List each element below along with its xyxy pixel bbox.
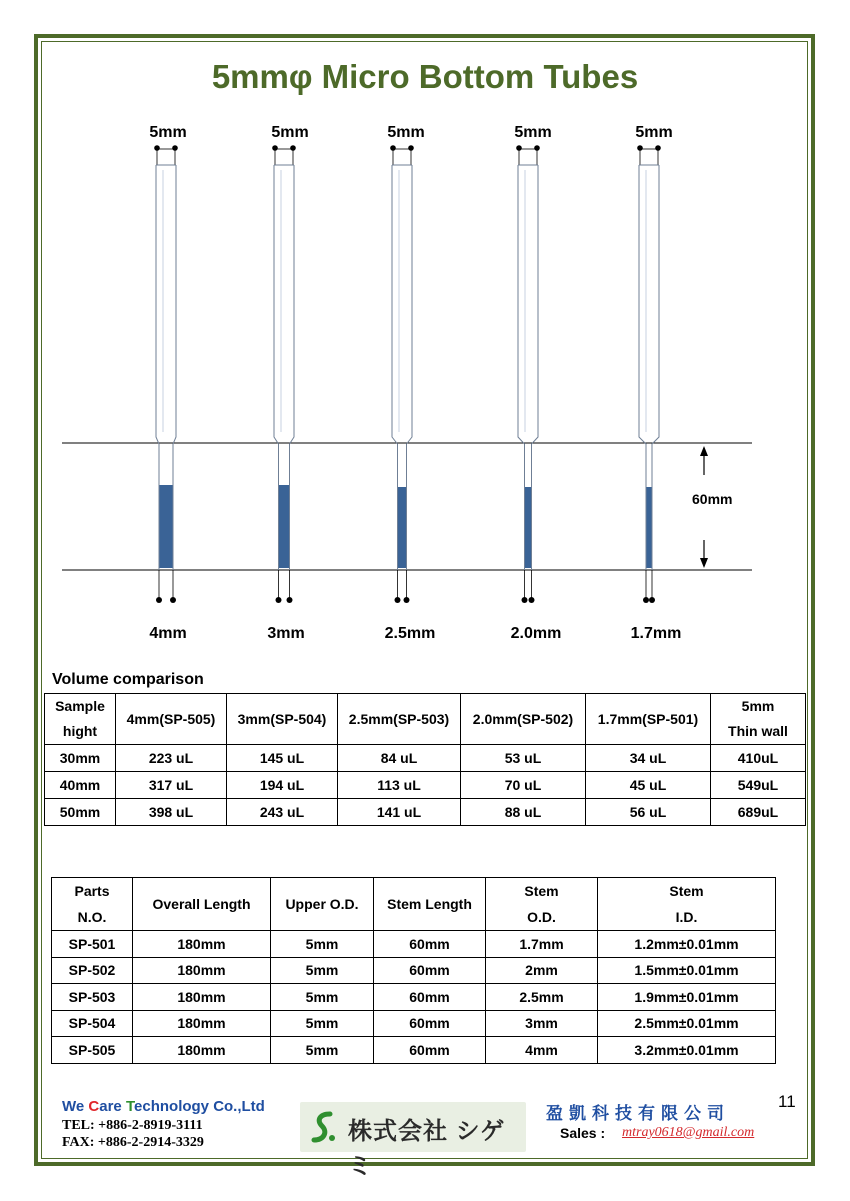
cell: 1.9mm±0.01mm xyxy=(598,984,776,1011)
cell: 5mm xyxy=(271,1010,374,1037)
header-upper: Upper O.D. xyxy=(271,878,374,931)
table-row xyxy=(52,1037,776,1064)
dimension-dot xyxy=(516,145,522,151)
stem-diameter-label: 2.5mm xyxy=(384,625,436,642)
sample-fill xyxy=(647,487,652,568)
cell: 56 uL xyxy=(586,799,711,826)
dimension-dot xyxy=(534,145,540,151)
company-name: We Care Technology Co.,Ltd xyxy=(62,1098,265,1115)
table-row xyxy=(45,772,806,799)
top-diameter-label: 5mm xyxy=(149,124,187,141)
table-row xyxy=(52,957,776,984)
dimension-dot xyxy=(522,597,528,603)
page-title: 5mmφ Micro Bottom Tubes xyxy=(211,58,639,95)
top-dimension-box xyxy=(519,149,537,165)
parts-table xyxy=(51,877,776,1064)
header-thin-wall: 5mm Thin wall xyxy=(711,694,806,745)
header-stem-od: Stem O.D. xyxy=(486,878,598,931)
stem-diameter-label: 4mm xyxy=(149,625,187,642)
top-diameter-label: 5mm xyxy=(271,124,309,141)
shigemi-logo-icon xyxy=(310,1110,338,1144)
table-row xyxy=(52,1010,776,1037)
table-row xyxy=(52,931,776,958)
dimension-dot xyxy=(408,145,414,151)
cell: 88 uL xyxy=(461,799,586,826)
header-stem-length: Stem Length xyxy=(374,878,486,931)
cell: 1.2mm±0.01mm xyxy=(598,931,776,958)
dimension-dot xyxy=(649,597,655,603)
cell: 145 uL xyxy=(227,745,338,772)
cell: 180mm xyxy=(133,984,271,1011)
sales-email-link[interactable]: mtray0618@gmail.com xyxy=(622,1125,755,1140)
top-dimension-box xyxy=(640,149,658,165)
cell: SP-505 xyxy=(52,1037,133,1064)
dimension-dot xyxy=(154,145,160,151)
cell: 3.2mm±0.01mm xyxy=(598,1037,776,1064)
cell: 60mm xyxy=(374,1037,486,1064)
cell: 410uL xyxy=(711,745,806,772)
dimension-dot xyxy=(290,145,296,151)
page-number: 11 xyxy=(778,1092,796,1111)
dimension-dot xyxy=(272,145,278,151)
height-arrowhead-up xyxy=(700,446,708,456)
cell: 1.7mm xyxy=(486,931,598,958)
cell: 180mm xyxy=(133,931,271,958)
cell: SP-501 xyxy=(52,931,133,958)
dimension-dot xyxy=(390,145,396,151)
top-diameter-label: 5mm xyxy=(514,124,552,141)
top-dimension-box xyxy=(393,149,411,165)
fax: FAX: +886-2-2914-3329 xyxy=(62,1135,204,1150)
top-diameter-label: 5mm xyxy=(387,124,425,141)
dimension-dot xyxy=(395,597,401,603)
cell: SP-504 xyxy=(52,1010,133,1037)
cell: 50mm xyxy=(45,799,116,826)
cell: SP-503 xyxy=(52,984,133,1011)
cell: SP-502 xyxy=(52,957,133,984)
cell: 30mm xyxy=(45,745,116,772)
top-dimension-box xyxy=(275,149,293,165)
dimension-dot xyxy=(404,597,410,603)
chinese-company-name: 盈凱科技有限公司 xyxy=(546,1104,730,1124)
dimension-dot xyxy=(170,597,176,603)
volume-table xyxy=(44,693,806,826)
telephone: TEL: +886-2-8919-3111 xyxy=(62,1118,203,1133)
dimension-dot xyxy=(287,597,293,603)
table-row xyxy=(52,984,776,1011)
cell: 243 uL xyxy=(227,799,338,826)
cell: 60mm xyxy=(374,1010,486,1037)
cell: 5mm xyxy=(271,931,374,958)
cell: 689uL xyxy=(711,799,806,826)
table-row xyxy=(45,799,806,826)
dimension-dot xyxy=(276,597,282,603)
dimension-dot xyxy=(529,597,535,603)
cell: 5mm xyxy=(271,957,374,984)
stem-diameter-label: 3mm xyxy=(267,625,305,642)
dimension-dot xyxy=(156,597,162,603)
header-col: 1.7mm(SP-501) xyxy=(586,694,711,745)
cell: 40mm xyxy=(45,772,116,799)
header-parts: Parts N.O. xyxy=(52,878,133,931)
sales-label: Sales : xyxy=(560,1125,606,1141)
header-col: 3mm(SP-504) xyxy=(227,694,338,745)
stem-diameter-label: 1.7mm xyxy=(630,625,682,642)
cell: 317 uL xyxy=(116,772,227,799)
dimension-dot xyxy=(637,145,643,151)
cell: 34 uL xyxy=(586,745,711,772)
cell: 2mm xyxy=(486,957,598,984)
cell: 1.5mm±0.01mm xyxy=(598,957,776,984)
sample-fill xyxy=(279,485,289,568)
cell: 60mm xyxy=(374,931,486,958)
cell: 45 uL xyxy=(586,772,711,799)
cell: 4mm xyxy=(486,1037,598,1064)
parts-header-row xyxy=(52,878,776,931)
cell: 5mm xyxy=(271,984,374,1011)
cell: 70 uL xyxy=(461,772,586,799)
dimension-dot xyxy=(172,145,178,151)
cell: 113 uL xyxy=(338,772,461,799)
header-col: 2.5mm(SP-503) xyxy=(338,694,461,745)
volume-header-row xyxy=(45,694,806,745)
sample-fill xyxy=(525,487,531,568)
cell: 223 uL xyxy=(116,745,227,772)
header-stem-id: Stem I.D. xyxy=(598,878,776,931)
cell: 5mm xyxy=(271,1037,374,1064)
cell: 60mm xyxy=(374,957,486,984)
cell: 2.5mm±0.01mm xyxy=(598,1010,776,1037)
cell: 180mm xyxy=(133,1037,271,1064)
cell: 180mm xyxy=(133,957,271,984)
dimension-dot xyxy=(643,597,649,603)
header-sample: Sample hight xyxy=(45,694,116,745)
sample-fill xyxy=(398,487,406,568)
tubes-group xyxy=(149,124,681,642)
dimension-dot xyxy=(655,145,661,151)
table-row xyxy=(45,745,806,772)
cell: 53 uL xyxy=(461,745,586,772)
header-overall: Overall Length xyxy=(133,878,271,931)
cell: 2.5mm xyxy=(486,984,598,1011)
cell: 398 uL xyxy=(116,799,227,826)
top-diameter-label: 5mm xyxy=(635,124,673,141)
top-dimension-box xyxy=(157,149,175,165)
height-label: 60mm xyxy=(692,491,733,507)
stem-diameter-label: 2.0mm xyxy=(510,625,562,642)
header-col: 2.0mm(SP-502) xyxy=(461,694,586,745)
cell: 84 uL xyxy=(338,745,461,772)
volume-heading: Volume comparison xyxy=(52,671,204,688)
height-arrowhead-down xyxy=(700,558,708,568)
cell: 3mm xyxy=(486,1010,598,1037)
header-col: 4mm(SP-505) xyxy=(116,694,227,745)
shigemi-logo xyxy=(300,1102,526,1180)
cell: 141 uL xyxy=(338,799,461,826)
cell: 60mm xyxy=(374,984,486,1011)
cell: 194 uL xyxy=(227,772,338,799)
cell: 549uL xyxy=(711,772,806,799)
sample-fill xyxy=(160,485,173,568)
cell: 180mm xyxy=(133,1010,271,1037)
logo-text: 株式会社 シゲミ xyxy=(348,1118,506,1180)
